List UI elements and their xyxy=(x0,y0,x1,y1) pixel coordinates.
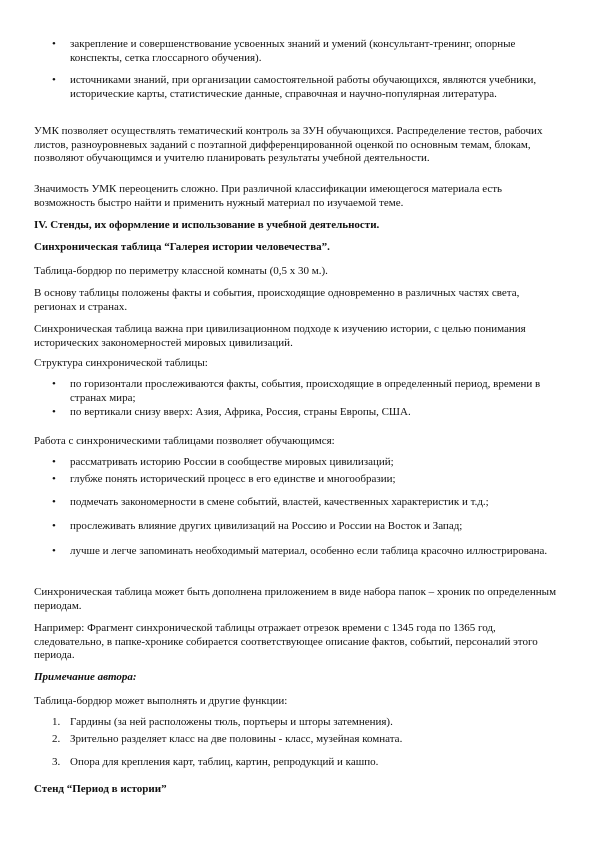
paragraph-basis: В основу таблицы положены факты и события, происходящие одновременно в различных частях света, регионах и странах. xyxy=(34,287,520,313)
list-item: прослеживать влияние других цивилизаций на Россию и России на Восток и Запад; xyxy=(70,520,463,532)
paragraph-addition: Синхроническая таблица может быть дополнена приложением в виде набора папок – хроник по определенным периодам. xyxy=(34,586,557,612)
bullet-marker: • xyxy=(52,378,56,390)
bullet-marker: • xyxy=(52,456,56,468)
list-item: глубже понять исторический процесс в его единстве и многообразии; xyxy=(70,473,396,485)
list-item: по горизонтали прослеживаются факты, события, происходящие в определенный период, времени в странах мира; xyxy=(70,378,541,404)
bullet-marker: • xyxy=(52,473,56,485)
list-item: рассматривать историю России в сообществе мировых цивилизаций; xyxy=(70,456,394,468)
bullet-marker: • xyxy=(52,496,56,508)
list-item: Зрительно разделяет класс на две половины - класс, музейная комната. xyxy=(70,733,403,745)
list-item: Опора для крепления карт, таблиц, картин, репродукций и кашпо. xyxy=(70,756,379,768)
bullet-marker: • xyxy=(52,74,56,86)
section-heading: IV. Стенды, их оформление и использование в учебной деятельности. xyxy=(34,219,380,231)
list-number: 3. xyxy=(52,756,61,768)
list-item: Гардины (за ней расположены тюль, портьеры и шторы затемнения). xyxy=(70,716,393,728)
paragraph-structure: Структура синхронической таблицы: xyxy=(34,357,208,369)
author-note-heading: Примечание автора: xyxy=(34,671,137,683)
paragraph-importance: Синхроническая таблица важна при цивилизационном подходе к изучению истории, с целью понимания исторических закономерностей мировых цивилизаций. xyxy=(34,323,526,349)
paragraph-example: Например: Фрагмент синхронической таблицы отражает отрезок времени с 1345 года по 1365 год, следовательно, в папке-хронике собирается соответствующее описание фактов, событий, персоналий этого периода. xyxy=(34,622,538,662)
paragraph-work: Работа с синхроническими таблицами позволяет обучающимся: xyxy=(34,435,335,447)
list-item: источниками знаний, при организации самостоятельной работы обучающихся, являются учебники, исторические карты, статистические данные, справочная и научно-популярная литература. xyxy=(70,74,537,100)
paragraph-border: Таблица-бордюр по периметру классной комнаты (0,5 х 30 м.). xyxy=(34,265,328,277)
subsection-heading-stand: Стенд “Период в истории” xyxy=(34,783,167,795)
bullet-marker: • xyxy=(52,406,56,418)
subsection-heading-table: Синхроническая таблица “Галерея истории человечества”. xyxy=(34,241,330,253)
bullet-marker: • xyxy=(52,38,56,50)
paragraph-umk-value: Значимость УМК переоценить сложно. При различной классификации имеющегося материала есть возможность быстро найти и применить нужный материал по изучаемой теме. xyxy=(34,183,503,209)
paragraph-functions: Таблица-бордюр может выполнять и другие функции: xyxy=(34,695,288,707)
list-number: 2. xyxy=(52,733,61,745)
paragraph-umk-control: УМК позволяет осуществлять тематический контроль за ЗУН обучающихся. Распределение тестов, рабочих листов, разноуровневых заданий с поэтапной дифференцированной оценкой по основным темам, блокам, позволяют обучающимся и учителю планировать результаты учебной деятельности. xyxy=(34,125,543,165)
list-item: подмечать закономерности в смене событий, властей, качественных характеристик и т.д.; xyxy=(70,496,489,508)
list-number: 1. xyxy=(52,716,61,728)
list-item: лучше и легче запоминать необходимый материал, особенно если таблица красочно иллюстрирована. xyxy=(70,545,548,557)
bullet-marker: • xyxy=(52,545,56,557)
bullet-marker: • xyxy=(52,520,56,532)
list-item: по вертикали снизу вверх: Азия, Африка, Россия, страны Европы, США. xyxy=(70,406,411,418)
list-item: закрепление и совершенствование усвоенных знаний и умений (консультант-тренинг, опорные конспекты, сетка глоссарного обучения). xyxy=(70,38,516,64)
